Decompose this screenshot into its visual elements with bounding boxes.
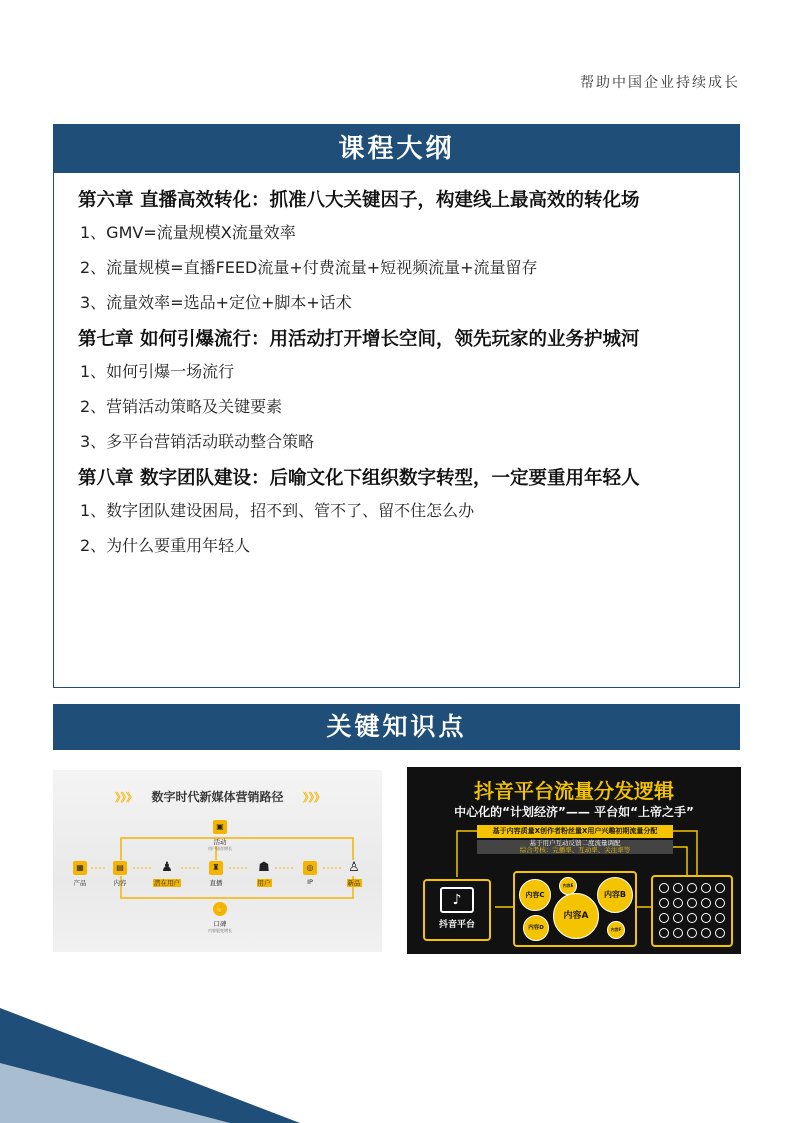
audience-grid xyxy=(651,875,733,947)
node-new-product: ♙ 新品 xyxy=(347,860,361,887)
chapter-6-item-3: 3、流量效率=选品+定位+脚本+话术 xyxy=(80,293,352,312)
node-live: ♜ 直播 xyxy=(209,863,223,887)
person-icon xyxy=(659,898,669,908)
person-icon xyxy=(687,883,697,893)
content-a-bubble: 内容A xyxy=(553,893,599,939)
content-d-bubble: 内容D xyxy=(523,915,549,941)
content-e-bubble: 内容E xyxy=(559,877,577,895)
chapter-6-item-2: 2、流量规模=直播FEED流量+付费流量+短视频流量+流量留存 xyxy=(80,258,538,277)
chapter-7-item-2: 2、营销活动策略及关键要素 xyxy=(80,397,283,416)
person-icon xyxy=(687,898,697,908)
node-ip: ◎ IP xyxy=(295,861,325,886)
douyin-traffic-image xyxy=(407,767,741,954)
person-icon xyxy=(673,883,683,893)
person-icon xyxy=(715,928,725,938)
course-outline-section xyxy=(53,124,740,688)
platform-box: ♪ 抖音平台 xyxy=(423,879,491,941)
product-icon: ▦ xyxy=(73,861,87,875)
person-icon xyxy=(673,928,683,938)
person-icon xyxy=(673,898,683,908)
content-b-bubble: 内容B xyxy=(597,877,633,913)
node-product: ▦ 产品 xyxy=(73,863,87,887)
person-icon xyxy=(659,913,669,923)
chapter-6-title: 第六章 直播高效转化：抓准八大关键因子，构建线上最高效的转化场 xyxy=(78,190,640,211)
chapter-7-title: 第七章 如何引爆流行：用活动打开增长空间，领先玩家的业务护城河 xyxy=(78,329,640,350)
slogan: 帮助中国企业持续成长 xyxy=(580,75,740,91)
secondary-distribution-bar: 基于用户互动反馈二度流量调配 综合考核：完播率、互动率、关注率等 xyxy=(477,840,673,854)
course-outline-body xyxy=(54,173,739,556)
initial-distribution-bar: 基于内容质量X创作者粉丝量X用户兴趣初期流量分配 xyxy=(477,825,673,838)
key-points-header: 关键知识点 xyxy=(53,704,740,750)
chapter-7-item-1: 1、如何引爆一场流行 xyxy=(80,362,235,381)
node-potential-users: ♟ 潜在用户 xyxy=(154,860,180,887)
person-icon xyxy=(687,913,697,923)
tiktok-logo-icon: ♪ xyxy=(440,887,474,913)
course-outline-header: 课程大纲 xyxy=(54,125,739,173)
trophy-icon: ♜ xyxy=(209,861,223,875)
person-icon xyxy=(715,898,725,908)
chapter-8-item-2: 2、为什么要重用年轻人 xyxy=(80,536,251,555)
ip-icon: ◎ xyxy=(303,861,317,875)
person-icon xyxy=(687,928,697,938)
node-content: ▤ 内容 xyxy=(113,863,127,887)
person-icon: ♙ xyxy=(348,860,360,875)
douyin-traffic-title: 抖音平台流量分发逻辑 xyxy=(474,779,674,803)
person-icon xyxy=(659,883,669,893)
content-cluster xyxy=(513,871,637,947)
document-icon: ▤ xyxy=(113,861,127,875)
chapter-8-title: 第八章 数字团队建设：后喻文化下组织数字转型，一定要重用年轻人 xyxy=(78,468,640,489)
person-icon xyxy=(715,913,725,923)
node-activity: ▣ 活动 用户留存增长 xyxy=(208,822,232,851)
thumbs-up-icon: ✋ xyxy=(213,902,227,916)
person-icon xyxy=(673,913,683,923)
users-icon: ☗ xyxy=(258,860,270,875)
person-icon xyxy=(701,928,711,938)
person-icon xyxy=(715,883,725,893)
people-group-icon: ♟ xyxy=(161,860,173,875)
chevron-left-icon: 》》》 xyxy=(115,791,137,804)
content-c-bubble: 内容C xyxy=(519,879,551,911)
person-icon xyxy=(701,898,711,908)
person-icon xyxy=(659,928,669,938)
marketing-path-title: 数字时代新媒体营销路径 xyxy=(151,790,284,804)
node-users: ☗ 用户 xyxy=(257,860,271,887)
douyin-traffic-subtitle: 中心化的“计划经济”—— 平台如“上帝之手” xyxy=(454,805,694,819)
node-word-of-mouth: ✋ 口碑 内容裂变增长 xyxy=(208,904,232,933)
gift-icon: ▣ xyxy=(213,820,227,834)
chevron-right-icon: 》》》 xyxy=(303,791,325,804)
chapter-7-item-3: 3、多平台营销活动联动整合策略 xyxy=(80,432,315,451)
marketing-path-image xyxy=(53,770,382,952)
chapter-6-item-1: 1、GMV=流量规模X流量效率 xyxy=(80,223,296,242)
chapter-8-item-1: 1、数字团队建设困局，招不到、管不了、留不住怎么办 xyxy=(80,501,475,520)
content-f-bubble: 内容F xyxy=(607,921,625,939)
person-icon xyxy=(701,883,711,893)
person-icon xyxy=(701,913,711,923)
